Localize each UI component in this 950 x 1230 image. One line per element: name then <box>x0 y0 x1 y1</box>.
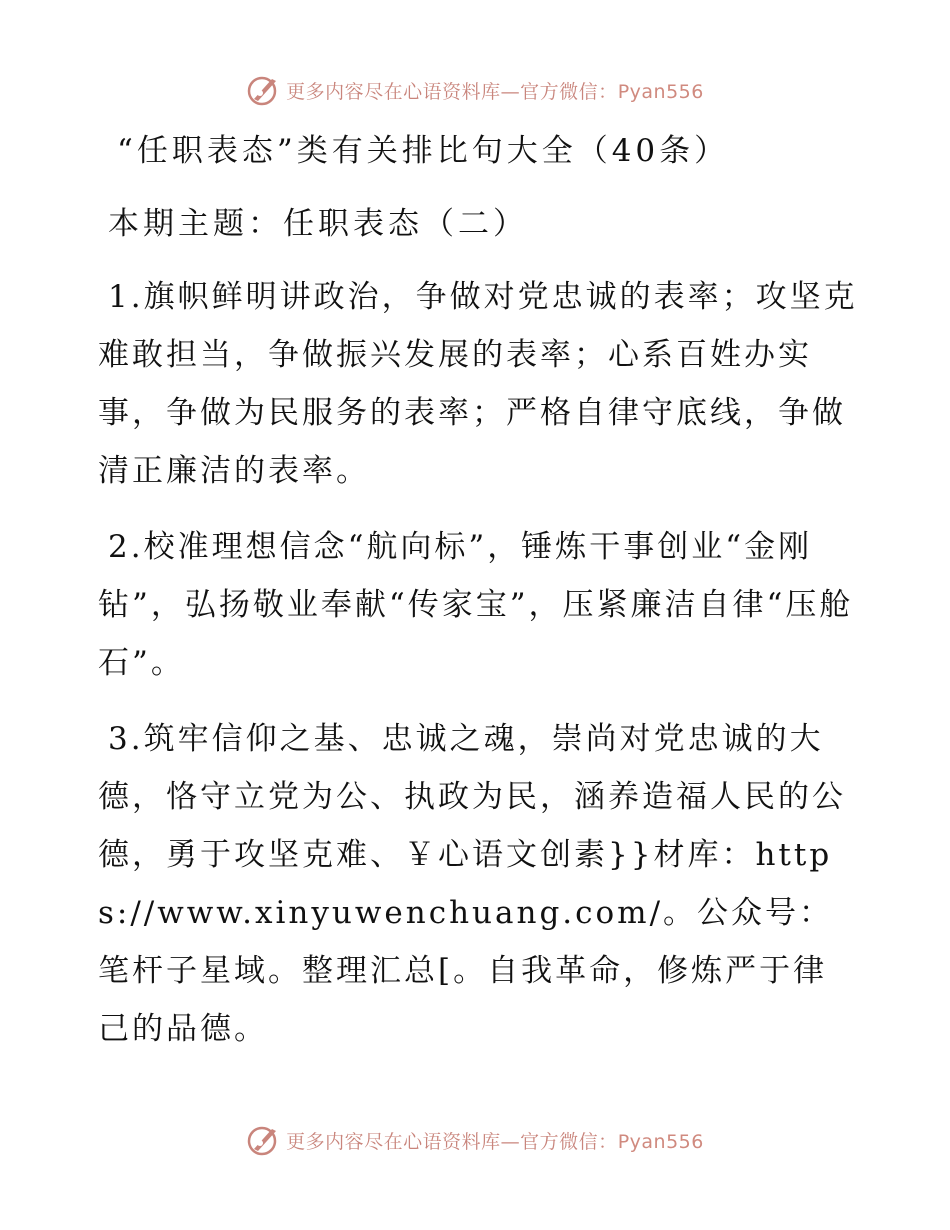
paragraph-1: 1.旗帜鲜明讲政治，争做对党忠诚的表率；攻坚克难敢担当，争做振兴发展的表率；心系百姓办实事，争做为民服务的表率；严格自律守底线，争做清正廉洁的表率。 <box>98 279 858 489</box>
quill-pen-logo-icon <box>246 73 280 107</box>
watermark-wechat-id: Pyan556 <box>617 80 704 103</box>
watermark-text <box>286 77 704 104</box>
paragraph-3: 3.筑牢信仰之基、忠诚之魂，崇尚对党忠诚的大德，恪守立党为公、执政为民，涵养造福人民的公德，勇于攻坚克难、￥心语文创素}}材库：https://www.xinyuwenchuang.com/。公众号：笔杆子星域。整理汇总[。自我革命，修炼严于律己的品德。 <box>98 721 846 1047</box>
watermark-text <box>286 1127 704 1154</box>
quill-pen-logo-icon <box>246 1123 280 1157</box>
footer-watermark-banner <box>0 1120 950 1160</box>
paragraph-2: 2.校准理想信念“航向标”，锤炼干事创业“金刚钻”，弘扬敬业奉献“传家宝”，压紧廉洁自律“压舱石”。 <box>98 529 854 681</box>
document-title: “任职表态”类有关排比句大全（40条） <box>117 133 730 169</box>
watermark-official-label: 官方微信： <box>520 1130 618 1153</box>
header-watermark-banner <box>0 70 950 110</box>
watermark-main-text: 更多内容尽在心语资料库 <box>286 1130 501 1153</box>
document-subtitle: 本期主题：任职表态（二） <box>108 206 528 242</box>
watermark-dash: — <box>500 1130 521 1153</box>
watermark-official-label: 官方微信： <box>520 80 618 103</box>
watermark-main-text: 更多内容尽在心语资料库 <box>286 80 501 103</box>
watermark-wechat-id: Pyan556 <box>617 1130 704 1153</box>
watermark-dash: — <box>500 80 521 103</box>
